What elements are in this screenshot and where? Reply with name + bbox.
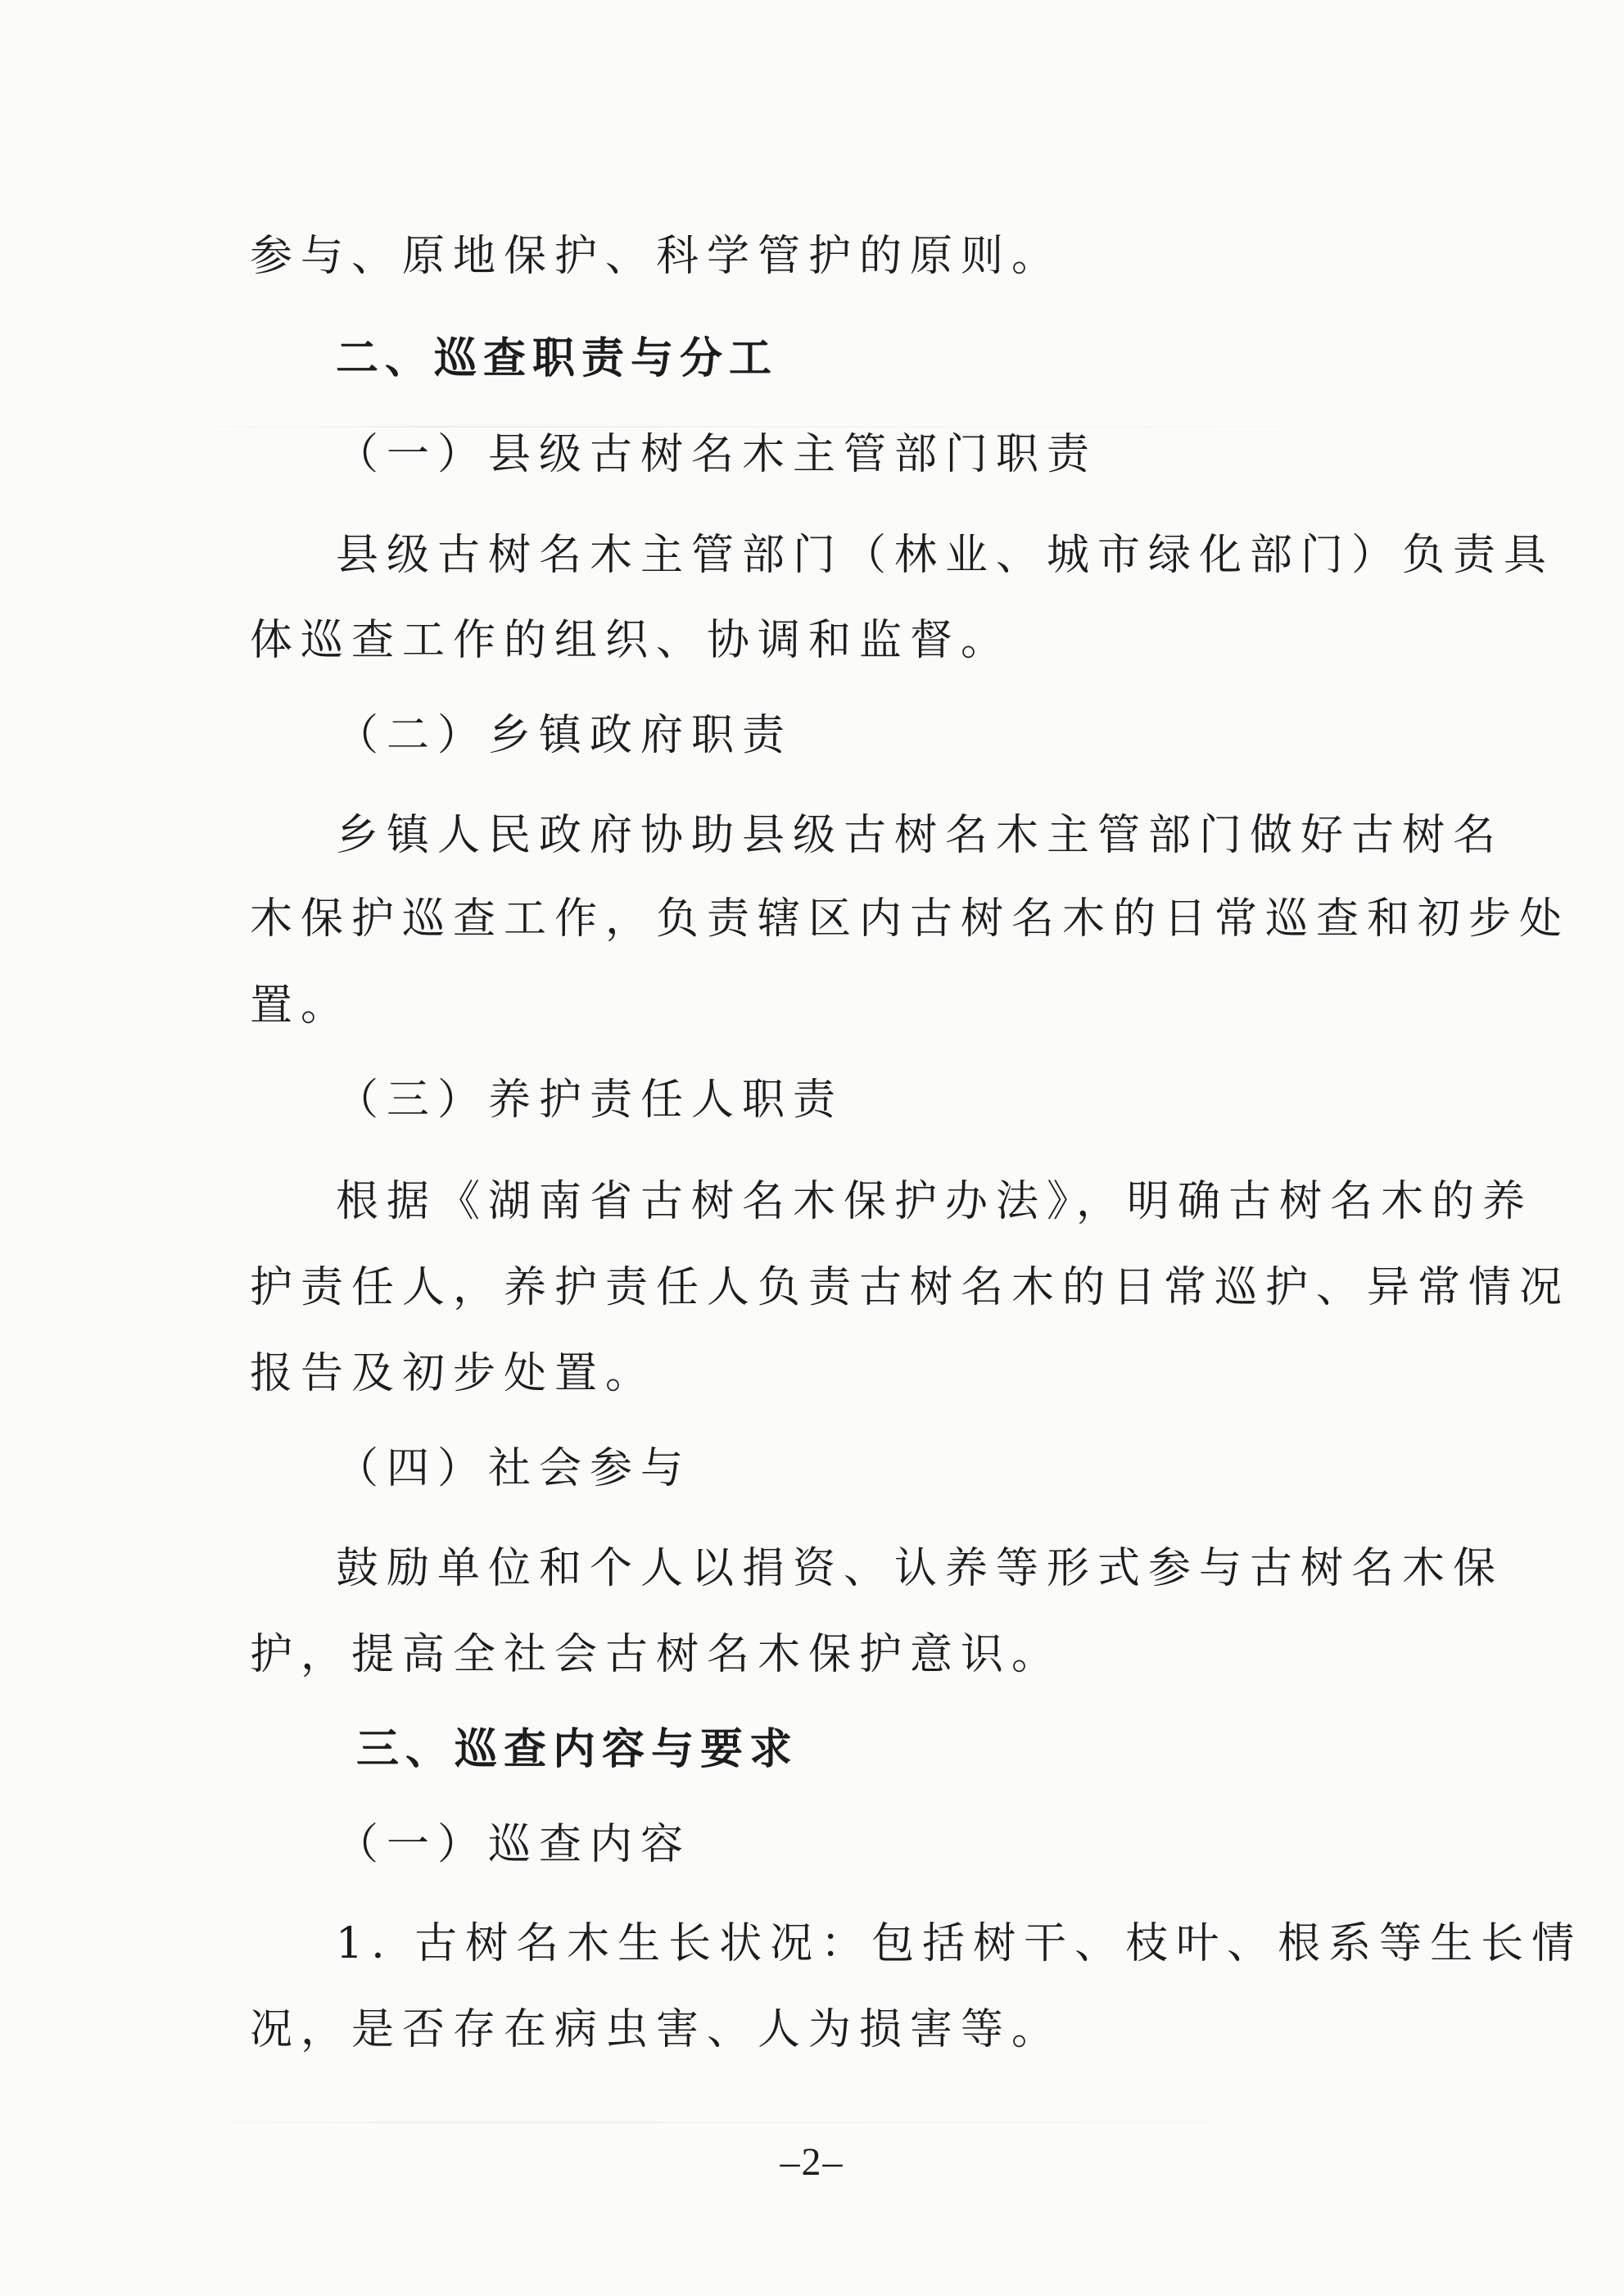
body-text-line: 乡镇人民政府协助县级古树名木主管部门做好古树名: [336, 811, 1504, 860]
body-text-line: 护责任人，养护责任人负责古树名木的日常巡护、异常情况: [250, 1263, 1571, 1312]
subsection-heading: （一）巡查内容: [336, 1820, 692, 1869]
subsection-heading: （二）乡镇政府职责: [336, 711, 794, 760]
subsection-heading: （一）县级古树名木主管部门职责: [336, 430, 1098, 479]
body-text-line: 县级古树名木主管部门（林业、城市绿化部门）负责具: [336, 531, 1555, 580]
body-text-line: 报告及初步处置。: [250, 1349, 657, 1398]
scan-artifact: [164, 2122, 1441, 2123]
page-number: –2–: [780, 2140, 844, 2184]
body-text-line: 木保护巡查工作，负责辖区内古树名木的日常巡查和初步处: [250, 894, 1571, 944]
body-text-line: 鼓励单位和个人以捐资、认养等形式参与古树名木保: [336, 1544, 1504, 1593]
body-text-line: 置。: [250, 981, 352, 1030]
section-heading: 三、巡查内容与要求: [356, 1725, 799, 1774]
body-text-line: 参与、原地保护、科学管护的原则。: [250, 232, 1063, 281]
body-text-line: 况，是否存在病虫害、人为损害等。: [250, 2005, 1063, 2054]
section-heading: 二、巡查职责与分工: [336, 334, 779, 383]
subsection-heading: （四）社会参与: [336, 1444, 692, 1493]
body-text-line: 根据《湖南省古树名木保护办法》，明确古树名木的养: [336, 1177, 1534, 1226]
scan-artifact: [164, 426, 1441, 428]
body-text-line: 体巡查工作的组织、协调和监督。: [250, 616, 1012, 665]
subsection-heading: （三）养护责任人职责: [336, 1076, 844, 1125]
body-text-line: 1. 古树名木生长状况：包括树干、枝叶、根系等生长情: [336, 1919, 1583, 1968]
body-text-line: 护，提高全社会古树名木保护意识。: [250, 1630, 1063, 1679]
